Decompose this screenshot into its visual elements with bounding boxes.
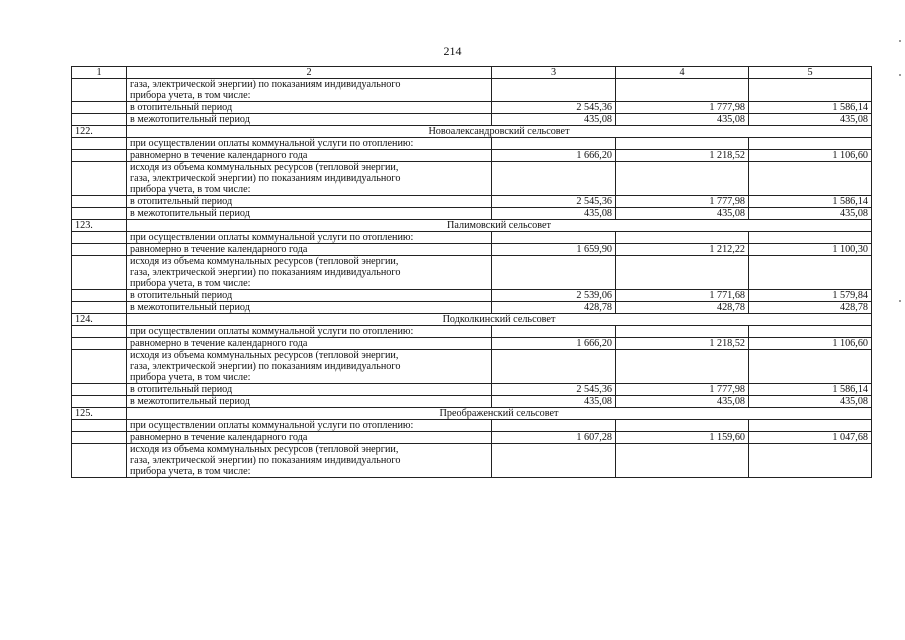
description-cell xyxy=(127,150,492,162)
index-cell xyxy=(72,232,127,244)
description-cell xyxy=(127,256,492,290)
value-cell-col4: 435,08 xyxy=(616,208,749,220)
value-cell-col3 xyxy=(492,350,616,384)
value-cell-col3 xyxy=(492,256,616,290)
description-line: равномерно в течение календарного года xyxy=(130,150,308,161)
index-cell xyxy=(72,114,127,126)
table-row xyxy=(72,138,872,150)
section-title: Новоалександровский сельсовет xyxy=(127,126,872,138)
description-line: в межотопительный период xyxy=(130,114,250,125)
index-cell xyxy=(72,290,127,302)
table-row xyxy=(72,396,872,408)
description-line: при осуществлении оплаты коммунальной услуги по отоплению: xyxy=(130,232,414,243)
index-cell xyxy=(72,384,127,396)
description-line: газа, электрической энергии) по показаниям индивидуального xyxy=(130,455,401,466)
value-cell-col3: 435,08 xyxy=(492,114,616,126)
description-line: при осуществлении оплаты коммунальной услуги по отоплению: xyxy=(130,326,414,337)
description-cell xyxy=(127,114,492,126)
description-line: газа, электрической энергии) по показаниям индивидуального xyxy=(130,79,401,90)
description-line: в межотопительный период xyxy=(130,208,250,219)
description-line: исходя из объема коммунальных ресурсов (тепловой энергии, xyxy=(130,444,399,455)
value-cell-col5 xyxy=(749,326,872,338)
description-line: в отопительный период xyxy=(130,290,233,301)
scan-mark xyxy=(899,300,901,302)
description-cell xyxy=(127,384,492,396)
description-line: в отопительный период xyxy=(130,196,233,207)
value-cell-col5: 428,78 xyxy=(749,302,872,314)
description-cell xyxy=(127,102,492,114)
section-index: 122. xyxy=(72,126,127,138)
value-cell-col5: 1 100,30 xyxy=(749,244,872,256)
table-row xyxy=(72,196,872,208)
description-cell xyxy=(127,79,492,102)
value-cell-col5: 1 106,60 xyxy=(749,150,872,162)
value-cell-col4 xyxy=(616,162,749,196)
header-cell: 4 xyxy=(616,67,749,79)
section-index: 123. xyxy=(72,220,127,232)
value-cell-col3: 1 607,28 xyxy=(492,432,616,444)
index-cell xyxy=(72,302,127,314)
value-cell-col3 xyxy=(492,138,616,150)
description-line: в межотопительный период xyxy=(130,396,250,407)
table-row xyxy=(72,114,872,126)
value-cell-col5: 1 106,60 xyxy=(749,338,872,350)
value-cell-col4 xyxy=(616,420,749,432)
description-cell xyxy=(127,138,492,150)
description-line: в отопительный период xyxy=(130,102,233,113)
description-line: газа, электрической энергии) по показаниям индивидуального xyxy=(130,267,401,278)
index-cell xyxy=(72,350,127,384)
value-cell-col5 xyxy=(749,350,872,384)
description-line: исходя из объема коммунальных ресурсов (тепловой энергии, xyxy=(130,162,399,173)
value-cell-col5: 1 047,68 xyxy=(749,432,872,444)
section-title: Подколкинский сельсовет xyxy=(127,314,872,326)
value-cell-col4 xyxy=(616,256,749,290)
section-row xyxy=(72,220,872,232)
value-cell-col3: 2 545,36 xyxy=(492,196,616,208)
value-cell-col3: 2 539,06 xyxy=(492,290,616,302)
description-cell xyxy=(127,396,492,408)
header-cell: 1 xyxy=(72,67,127,79)
section-row xyxy=(72,126,872,138)
value-cell-col3: 435,08 xyxy=(492,208,616,220)
value-cell-col4: 435,08 xyxy=(616,396,749,408)
table-row xyxy=(72,290,872,302)
table-row xyxy=(72,232,872,244)
value-cell-col5: 435,08 xyxy=(749,114,872,126)
description-cell xyxy=(127,196,492,208)
index-cell xyxy=(72,196,127,208)
value-cell-col4: 1 771,68 xyxy=(616,290,749,302)
index-cell xyxy=(72,208,127,220)
value-cell-col3: 1 659,90 xyxy=(492,244,616,256)
value-cell-col4 xyxy=(616,138,749,150)
table-row xyxy=(72,256,872,290)
table-row xyxy=(72,150,872,162)
value-cell-col3 xyxy=(492,232,616,244)
value-cell-col4 xyxy=(616,326,749,338)
description-line: прибора учета, в том числе: xyxy=(130,278,251,289)
description-line: прибора учета, в том числе: xyxy=(130,466,251,477)
value-cell-col5 xyxy=(749,79,872,102)
value-cell-col3 xyxy=(492,326,616,338)
index-cell xyxy=(72,432,127,444)
index-cell xyxy=(72,150,127,162)
description-line: при осуществлении оплаты коммунальной услуги по отоплению: xyxy=(130,138,414,149)
index-cell xyxy=(72,444,127,478)
table-row xyxy=(72,244,872,256)
value-cell-col4: 1 777,98 xyxy=(616,384,749,396)
value-cell-col5 xyxy=(749,162,872,196)
value-cell-col4: 1 212,22 xyxy=(616,244,749,256)
value-cell-col3: 435,08 xyxy=(492,396,616,408)
value-cell-col5: 435,08 xyxy=(749,396,872,408)
value-cell-col5 xyxy=(749,256,872,290)
value-cell-col3: 428,78 xyxy=(492,302,616,314)
index-cell xyxy=(72,138,127,150)
value-cell-col3 xyxy=(492,79,616,102)
value-cell-col5 xyxy=(749,420,872,432)
value-cell-col4: 428,78 xyxy=(616,302,749,314)
value-cell-col5: 1 586,14 xyxy=(749,196,872,208)
index-cell xyxy=(72,256,127,290)
value-cell-col3: 1 666,20 xyxy=(492,338,616,350)
value-cell-col4: 1 218,52 xyxy=(616,150,749,162)
value-cell-col5: 1 579,84 xyxy=(749,290,872,302)
table-row xyxy=(72,208,872,220)
section-row xyxy=(72,408,872,420)
description-line: равномерно в течение календарного года xyxy=(130,244,308,255)
description-cell xyxy=(127,162,492,196)
value-cell-col3: 2 545,36 xyxy=(492,384,616,396)
value-cell-col4 xyxy=(616,79,749,102)
section-title: Преображенский сельсовет xyxy=(127,408,872,420)
value-cell-col5: 1 586,14 xyxy=(749,102,872,114)
value-cell-col5 xyxy=(749,232,872,244)
index-cell xyxy=(72,79,127,102)
index-cell xyxy=(72,162,127,196)
description-cell xyxy=(127,290,492,302)
value-cell-col3: 1 666,20 xyxy=(492,150,616,162)
index-cell xyxy=(72,420,127,432)
table-row xyxy=(72,350,872,384)
value-cell-col4: 1 159,60 xyxy=(616,432,749,444)
header-cell: 3 xyxy=(492,67,616,79)
value-cell-col4 xyxy=(616,350,749,384)
description-cell xyxy=(127,232,492,244)
description-line: в отопительный период xyxy=(130,384,233,395)
table-row xyxy=(72,444,872,478)
value-cell-col4 xyxy=(616,232,749,244)
description-line: в межотопительный период xyxy=(130,302,250,313)
description-line: прибора учета, в том числе: xyxy=(130,184,251,195)
value-cell-col4: 1 777,98 xyxy=(616,196,749,208)
index-cell xyxy=(72,396,127,408)
value-cell-col5: 1 586,14 xyxy=(749,384,872,396)
table-row xyxy=(72,432,872,444)
value-cell-col4: 1 218,52 xyxy=(616,338,749,350)
index-cell xyxy=(72,338,127,350)
description-line: газа, электрической энергии) по показаниям индивидуального xyxy=(130,173,401,184)
value-cell-col3 xyxy=(492,444,616,478)
description-cell xyxy=(127,350,492,384)
scan-mark xyxy=(899,40,901,42)
description-line: исходя из объема коммунальных ресурсов (тепловой энергии, xyxy=(130,256,399,267)
table-body xyxy=(72,67,872,478)
section-title: Палимовский сельсовет xyxy=(127,220,872,232)
description-cell xyxy=(127,244,492,256)
description-cell xyxy=(127,432,492,444)
header-cell: 2 xyxy=(127,67,492,79)
value-cell-col5 xyxy=(749,138,872,150)
description-cell xyxy=(127,208,492,220)
table-row xyxy=(72,162,872,196)
description-cell xyxy=(127,338,492,350)
description-cell xyxy=(127,302,492,314)
scan-mark xyxy=(899,74,901,76)
table-row xyxy=(72,338,872,350)
description-line: газа, электрической энергии) по показаниям индивидуального xyxy=(130,361,401,372)
tariff-table xyxy=(71,66,872,478)
value-cell-col4: 435,08 xyxy=(616,114,749,126)
description-cell xyxy=(127,326,492,338)
description-line: при осуществлении оплаты коммунальной услуги по отоплению: xyxy=(130,420,414,431)
index-cell xyxy=(72,102,127,114)
index-cell xyxy=(72,326,127,338)
index-cell xyxy=(72,244,127,256)
section-row xyxy=(72,314,872,326)
value-cell-col3 xyxy=(492,162,616,196)
header-row xyxy=(72,67,872,79)
table-row xyxy=(72,326,872,338)
description-line: равномерно в течение календарного года xyxy=(130,338,308,349)
section-index: 124. xyxy=(72,314,127,326)
section-index: 125. xyxy=(72,408,127,420)
value-cell-col4: 1 777,98 xyxy=(616,102,749,114)
description-line: исходя из объема коммунальных ресурсов (тепловой энергии, xyxy=(130,350,399,361)
table-row xyxy=(72,420,872,432)
table-row xyxy=(72,79,872,102)
description-cell xyxy=(127,420,492,432)
value-cell-col3 xyxy=(492,420,616,432)
value-cell-col5 xyxy=(749,444,872,478)
description-line: равномерно в течение календарного года xyxy=(130,432,308,443)
value-cell-col4 xyxy=(616,444,749,478)
table-row xyxy=(72,302,872,314)
description-line: прибора учета, в том числе: xyxy=(130,90,251,101)
header-cell: 5 xyxy=(749,67,872,79)
description-line: прибора учета, в том числе: xyxy=(130,372,251,383)
table-row xyxy=(72,384,872,396)
value-cell-col3: 2 545,36 xyxy=(492,102,616,114)
description-cell xyxy=(127,444,492,478)
value-cell-col5: 435,08 xyxy=(749,208,872,220)
table-row xyxy=(72,102,872,114)
page-number: 214 xyxy=(443,44,462,58)
